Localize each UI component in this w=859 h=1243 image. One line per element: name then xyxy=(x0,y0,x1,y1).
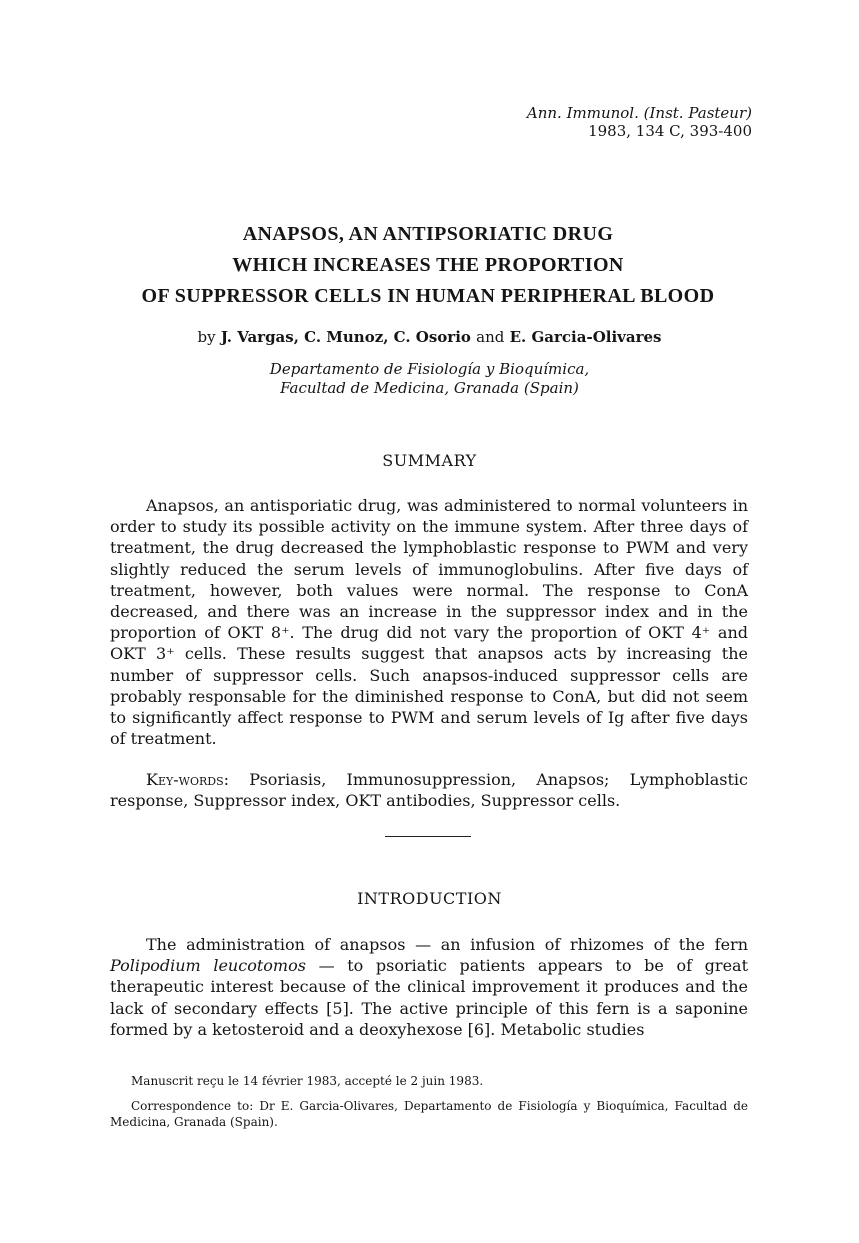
introduction-paragraph xyxy=(110,934,748,1040)
introduction-heading: INTRODUCTION xyxy=(357,889,502,908)
journal-volume-pages: 1983, 134 C, 393-400 xyxy=(588,122,752,140)
article-title xyxy=(100,219,756,312)
title-line-3: OF SUPPRESSOR CELLS IN HUMAN PERIPHERAL BLOOD xyxy=(141,285,715,307)
author-line xyxy=(0,327,859,347)
footnote-correspondence: Correspondence to: Dr E. Garcia-Olivares, Departamento de Fisiología y Bioquímica, Facultad de Medicina, Granada (Spain). xyxy=(110,1099,748,1129)
title-line-1: ANAPSOS, AN ANTIPSORIATIC DRUG xyxy=(242,223,614,245)
intro-text-before: The administration of anapsos — an infusion of rhizomes of the fern xyxy=(146,935,748,954)
section-divider xyxy=(385,836,471,837)
authors-by: by xyxy=(197,328,216,346)
keywords-list: Psoriasis, Immunosuppression, Anapsos; Lymphoblastic response, Suppressor index, OKT antibodies, Suppressor cells. xyxy=(110,770,748,811)
affiliation-line-2: Facultad de Medicina, Granada (Spain) xyxy=(280,379,579,397)
journal-name: Ann. Immunol. (Inst. Pasteur) xyxy=(526,104,752,122)
intro-text-after: — to psoriatic patients appears to be of great therapeutic interest because of the clinical improvement it produces and the lack of secondary effects [5]. The active principle of this fern is a saponine formed by a ketosteroid and a deoxyhexose [6]. Metabolic studies xyxy=(110,956,748,1039)
keywords-paragraph xyxy=(110,769,748,811)
journal-citation xyxy=(527,104,752,140)
keywords-label: Key-words: xyxy=(146,770,230,789)
authors-and: and xyxy=(476,328,505,346)
summary-heading: SUMMARY xyxy=(382,451,477,470)
authors-names: J. Vargas, C. Munoz, C. Osorio xyxy=(220,328,471,346)
footnote-received: Manuscrit reçu le 14 février 1983, accepté le 2 juin 1983. xyxy=(131,1074,484,1088)
affiliation xyxy=(0,360,859,398)
intro-species-name: Polipodium leucotomos xyxy=(110,956,306,976)
title-line-2: WHICH INCREASES THE PROPORTION xyxy=(232,254,624,276)
summary-paragraph: Anapsos, an antisporiatic drug, was administered to normal volunteers in order to study its possible activity on the immune system. After three days of treatment, the drug decreased the lymphoblastic response to PWM and very slightly reduced the serum levels of immunoglobulins. After five days of treatment, however, both values were normal. The response to ConA decreased, and there was an increase in the suppressor index and in the proportion of OKT 8⁺. The drug did not vary the proportion of OKT 4⁺ and OKT 3⁺ cells. These results suggest that anapsos acts by increasing the number of suppressor cells. Such anapsos-induced suppressor cells are probably responsable for the diminished response to ConA, but did not seem to significantly affect response to PWM and serum levels of Ig after five days of treatment. xyxy=(110,496,748,749)
affiliation-line-1: Departamento de Fisiología y Bioquímica, xyxy=(269,360,590,378)
authors-last-name: E. Garcia-Olivares xyxy=(509,328,662,346)
